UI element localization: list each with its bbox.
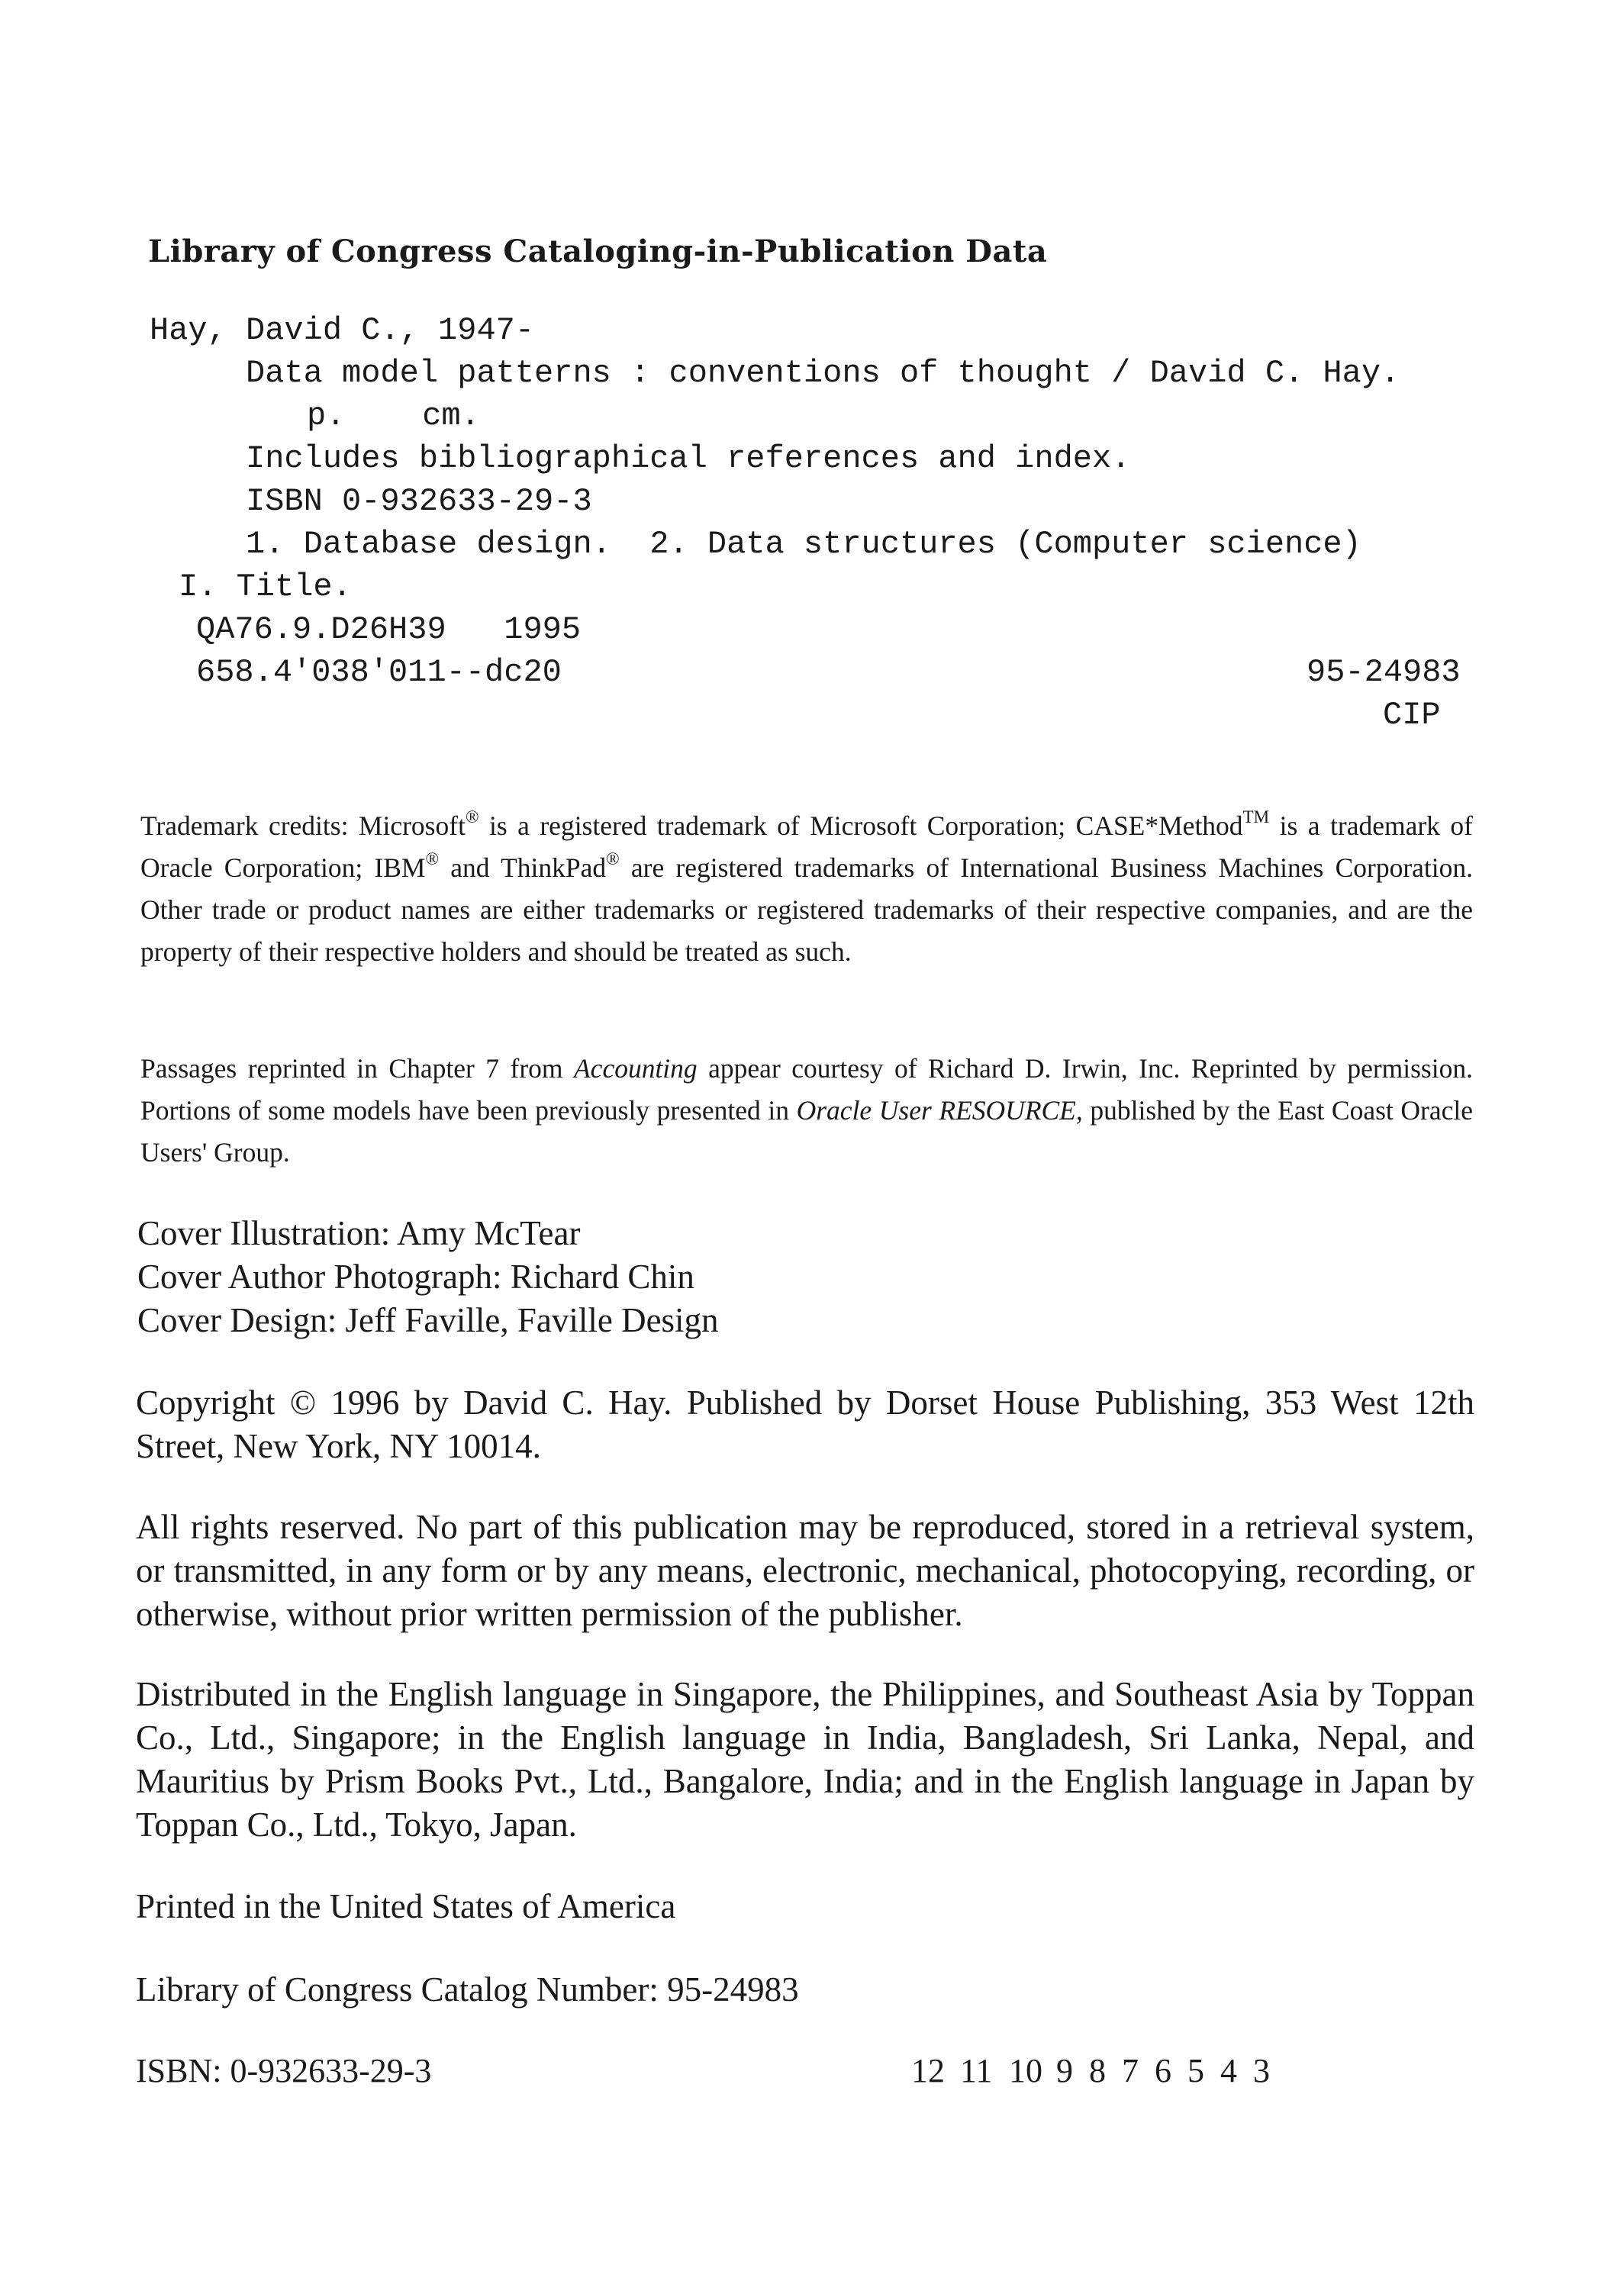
- printing-number: 7: [1122, 2052, 1139, 2089]
- printing-number-line: [911, 2051, 1369, 2090]
- printing-number: 3: [1253, 2052, 1270, 2089]
- passages-note: Passages reprinted in Chapter 7 from Accounting appear courtesy of Richard D. Irwin, Inc. Reprinted by permission. Portions of some models have been previously presented in Oracle User RESOURCE, published by the East Coast Oracle Users' Group.: [140, 1053, 1473, 1168]
- printing-number: 12: [911, 2052, 945, 2089]
- trademark-credits: Trademark credits: Microsoft® is a registered trademark of Microsoft Corporation; CASE*Method™ is a trademark of Oracle Corporation; IBM® and ThinkPad® are registered trademarks of International Business Machines Corporation. Other trade or product names are either trademarks or registered trademarks of their respective companies, and are the property of their respective holders and should be treated as such.: [140, 806, 1473, 967]
- printed-in: Printed in the United States of America: [136, 1887, 676, 1925]
- cip-isbn: ISBN 0-932633-29-3: [246, 483, 592, 520]
- cover-photograph-credit: Cover Author Photograph: Richard Chin: [137, 1258, 694, 1296]
- cip-author: Hay, David C., 1947-: [150, 312, 535, 349]
- cip-lccn: 95-24983: [1307, 654, 1461, 691]
- isbn-footer: ISBN: 0-932633-29-3: [136, 2052, 432, 2089]
- distribution-statement: Distributed in the English language in Singapore, the Philippines, and Southeast Asia by Toppan Co., Ltd., Singapore; in the English language in India, Bangladesh, Sri Lanka, Nepal, and Mauritius by Prism Books Pvt., Ltd., Bangalore, India; and in the English language in Japan by Toppan Co., Ltd., Tokyo, Japan.: [136, 1675, 1474, 1844]
- cip-heading: Library of Congress Cataloging-in-Publication Data: [148, 234, 1048, 269]
- cip-subjects: 1. Database design. 2. Data structures (Computer science): [246, 526, 1361, 562]
- cip-tag: CIP: [1383, 697, 1441, 733]
- printing-number: 10: [1009, 2052, 1042, 2089]
- cip-dewey: 658.4'038'011--dc20: [196, 654, 562, 691]
- copyright-statement: Copyright © 1996 by David C. Hay. Published by Dorset House Publishing, 353 West 12th Street, New York, NY 10014.: [136, 1384, 1474, 1465]
- cip-notes: Includes bibliographical references and index.: [246, 440, 1131, 477]
- cover-illustration-credit: Cover Illustration: Amy McTear: [137, 1214, 581, 1252]
- cip-title-line: Data model patterns : conventions of thought / David C. Hay.: [246, 355, 1400, 391]
- printing-number: 9: [1056, 2052, 1073, 2089]
- printing-number: 4: [1220, 2052, 1237, 2089]
- printing-number: 8: [1089, 2052, 1106, 2089]
- printing-number: 6: [1155, 2052, 1171, 2089]
- rights-statement: All rights reserved. No part of this publication may be reproduced, stored in a retrieval system, or transmitted, in any form or by any means, electronic, mechanical, photocopying, recording, or otherwise, without prior written permission of the publisher.: [136, 1508, 1474, 1633]
- cover-design-credit: Cover Design: Jeff Faville, Faville Design: [137, 1301, 719, 1339]
- cip-title-entry: I. Title.: [179, 569, 352, 605]
- cip-pagination: p. cm.: [307, 398, 480, 434]
- printing-number: 5: [1187, 2052, 1204, 2089]
- printing-number: 11: [960, 2052, 993, 2089]
- catalog-number: Library of Congress Catalog Number: 95-24983: [136, 1970, 799, 2009]
- cip-lc-class: QA76.9.D26H39 1995: [196, 611, 582, 648]
